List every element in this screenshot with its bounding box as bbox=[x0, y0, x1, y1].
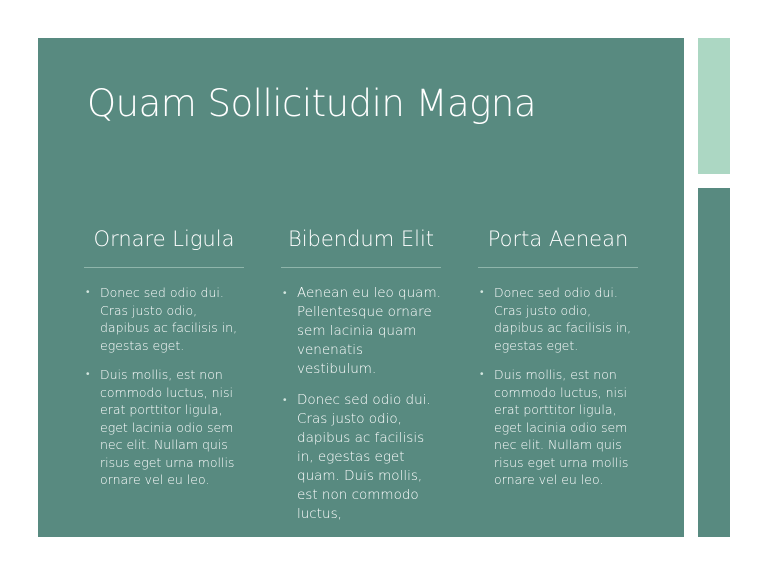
slide-title: Quam Sollicitudin Magna bbox=[87, 82, 536, 125]
bullet-text: Donec sed odio dui. Cras justo odio, dapibus ac facilisis in, egestas eget. bbox=[100, 285, 238, 353]
bullet-text: Duis mollis, est non commodo luctus, nisi erat porttitor ligula, eget lacinia odio sem nec elit. Nullam quis risus eget urna mollis ornare vel eu leo. bbox=[494, 367, 629, 487]
bullet-item bbox=[281, 284, 441, 379]
bullet-icon: • bbox=[480, 287, 484, 298]
bullet-text: Donec sed odio dui. Cras justo odio, dapibus ac facilisis in, egestas eget quam. Duis mollis, est non commodo luctus, bbox=[297, 392, 431, 522]
bullet-icon: • bbox=[283, 288, 287, 299]
bullet-item bbox=[478, 366, 638, 489]
column-bibendum-elit bbox=[281, 222, 441, 536]
bullet-icon: • bbox=[480, 369, 484, 380]
column-heading: Bibendum Elit bbox=[287, 227, 435, 251]
bullet-item bbox=[84, 366, 244, 489]
column-heading: Porta Aenean bbox=[487, 227, 629, 251]
accent-bar-top bbox=[698, 38, 730, 174]
column-porta-aenean bbox=[478, 222, 638, 501]
column-divider bbox=[84, 267, 244, 268]
bullet-icon: • bbox=[283, 395, 287, 406]
bullet-icon: • bbox=[86, 369, 90, 380]
column-divider bbox=[478, 267, 638, 268]
accent-bar-bottom bbox=[698, 188, 730, 537]
bullet-list bbox=[84, 284, 244, 489]
bullet-text: Duis mollis, est non commodo luctus, nisi erat porttitor ligula, eget lacinia odio sem nec elit. Nullam quis risus eget urna mollis ornare vel eu leo. bbox=[100, 367, 235, 487]
bullet-item bbox=[84, 284, 244, 354]
column-ornare-ligula bbox=[84, 222, 244, 501]
column-heading: Ornare Ligula bbox=[93, 227, 235, 251]
bullet-item bbox=[281, 391, 441, 524]
bullet-list bbox=[478, 284, 638, 489]
bullet-item bbox=[478, 284, 638, 354]
bullet-text: Donec sed odio dui. Cras justo odio, dapibus ac facilisis in, egestas eget. bbox=[494, 285, 632, 353]
column-divider bbox=[281, 267, 441, 268]
bullet-list bbox=[281, 284, 441, 524]
bullet-icon: • bbox=[86, 287, 90, 298]
bullet-text: Aenean eu leo quam. Pellentesque ornare sem lacinia quam venenatis vestibulum. bbox=[297, 285, 441, 377]
